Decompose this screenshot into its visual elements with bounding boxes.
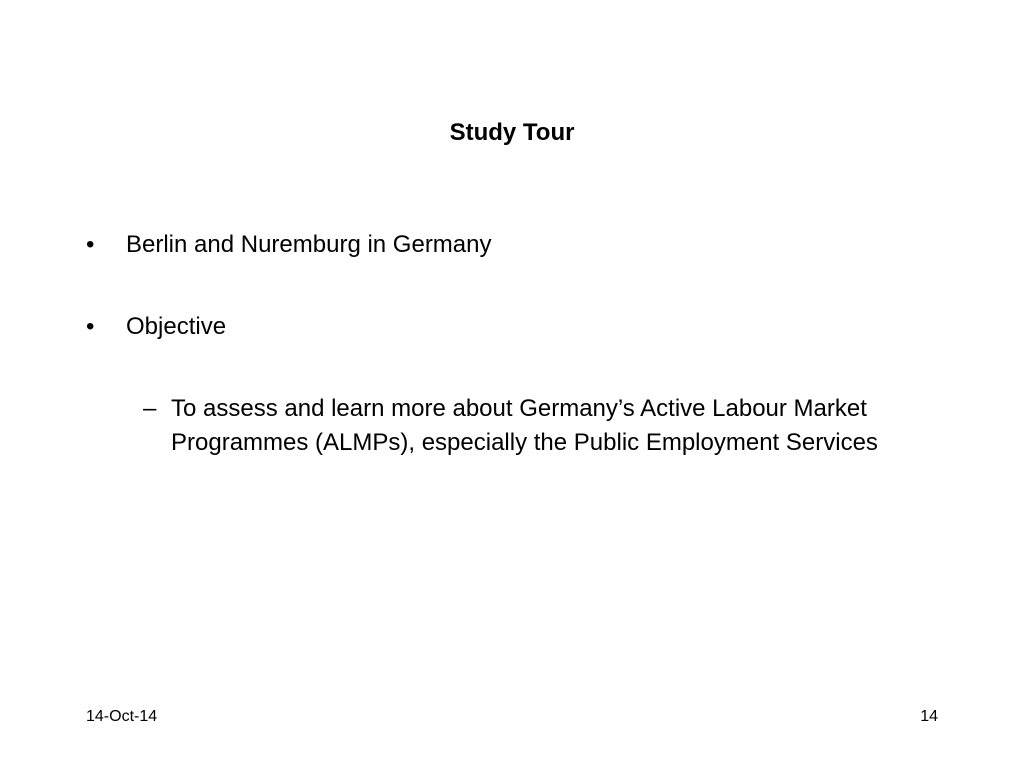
bullet-item [86,228,492,262]
sub-bullet-marker: – [143,395,157,422]
footer-date: 14-Oct-14 [86,708,158,725]
slide-title: Study Tour [449,119,575,146]
bullet-item [86,310,226,344]
bullet-text: Objective [126,313,227,340]
bullet-text: Berlin and Nuremburg in Germany [126,231,492,258]
bullet-marker: • [86,313,95,340]
sub-bullet-text: To assess and learn more about Germany’s Active Labour Market Programmes (ALMPs), especially the Public Employment Services [171,395,878,456]
sub-bullet-item [143,392,933,460]
bullet-marker: • [86,231,95,258]
footer-page-number: 14 [920,708,938,725]
